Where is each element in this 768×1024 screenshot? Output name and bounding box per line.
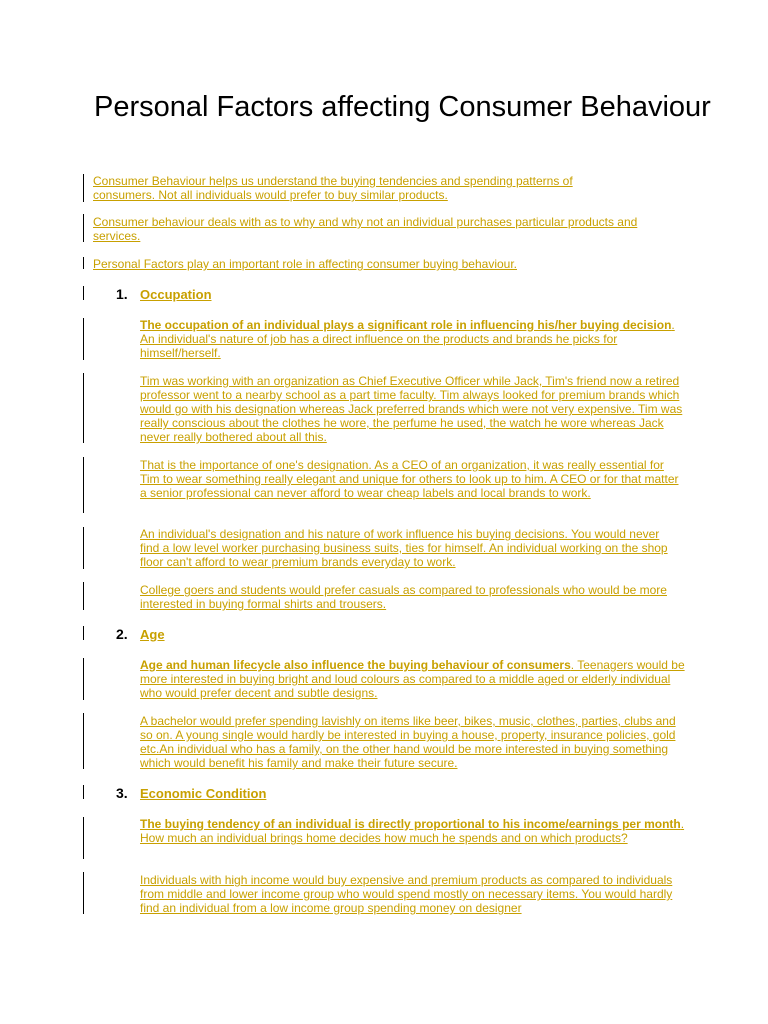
change-bar	[83, 817, 84, 859]
list-number: 3.	[116, 785, 128, 801]
change-bar	[83, 626, 84, 640]
lead-bold-text: The buying tendency of an individual is directly proportional to his income/earnings per month	[140, 817, 681, 831]
section-paragraph: College goers and students would prefer casuals as compared to professionals who would be more interested in buying formal shirts and trousers.	[140, 583, 667, 611]
change-bar	[83, 286, 84, 300]
change-bar	[83, 373, 84, 443]
section-lead-paragraph	[140, 658, 685, 700]
section-lead-paragraph	[140, 817, 685, 845]
change-bar	[83, 713, 84, 769]
section-paragraph: A bachelor would prefer spending lavishly on items like beer, bikes, music, clothes, parties, clubs and so on. A young single would hardly be interested in buying a house, property, insurance policies, gold etc.An individual who has a family, on the other hand would be more interested in buying something which would benefit his family and make their future secure.	[140, 714, 676, 770]
lead-bold-text: The occupation of an individual plays a significant role in influencing his/her buying decision	[140, 318, 672, 332]
section-lead-paragraph	[140, 318, 680, 360]
change-bar	[83, 318, 84, 360]
section-paragraph: An individual's designation and his nature of work influence his buying decisions. You would never find a low level worker purchasing business suits, ties for himself. An individual working on the shop floor can't afford to wear premium brands everyday to work.	[140, 527, 668, 569]
change-bar	[83, 527, 84, 569]
intro-paragraph: Consumer Behaviour helps us understand the buying tendencies and spending patterns of consumers. Not all individuals would prefer to buy similar products.	[93, 174, 573, 202]
lead-text: . How much an individual brings home decides how much he spends and on which products?	[140, 817, 685, 845]
section-paragraph: Tim was working with an organization as Chief Executive Officer while Jack, Tim's friend now a retired professor went to a nearby school as a part time faculty. Tim always looked for premium brands which would go with his designation whereas Jack preferred brands which were not very expensive. Tim was really conscious about the clothes he wore, the perfume he used, the watch he wore whereas Jack never really bothered about all this.	[140, 374, 683, 444]
lead-bold-text: Age and human lifecycle also influence the buying behaviour of consumers	[140, 658, 571, 672]
change-bar	[83, 582, 84, 610]
section-heading-economic-condition: Economic Condition	[140, 786, 267, 801]
change-bar	[83, 457, 84, 513]
change-bar	[83, 174, 84, 202]
change-bar	[83, 785, 84, 799]
change-bar	[83, 257, 84, 269]
intro-paragraph: Personal Factors play an important role in affecting consumer buying behaviour.	[93, 257, 518, 271]
page-title: Personal Factors affecting Consumer Behaviour	[94, 91, 711, 123]
section-paragraph: That is the importance of one's designation. As a CEO of an organization, it was really essential for Tim to wear something really elegant and unique for others to look up to him. A CEO or for that matter a senior professional can never afford to wear cheap labels and local brands to work.	[140, 458, 679, 500]
list-number: 1.	[116, 286, 128, 302]
list-number: 2.	[116, 626, 128, 642]
section-heading-occupation: Occupation	[140, 287, 212, 302]
section-paragraph: Individuals with high income would buy expensive and premium products as compared to individuals from middle and lower income group who would spend mostly on necessary items. You would hardly find an individual from a low income group spending money on designer	[140, 873, 673, 915]
change-bar	[83, 658, 84, 700]
section-heading-age: Age	[140, 627, 165, 642]
change-bar	[83, 872, 84, 914]
lead-text: . Teenagers would be more interested in buying bright and loud colours as compared to a middle aged or elderly individual who would prefer decent and subtle designs.	[140, 658, 685, 700]
lead-text: . An individual's nature of job has a direct influence on the products and brands he picks for himself/herself.	[140, 318, 675, 360]
intro-paragraph: Consumer behaviour deals with as to why and why not an individual purchases particular products and services.	[93, 215, 638, 243]
change-bar	[83, 214, 84, 242]
